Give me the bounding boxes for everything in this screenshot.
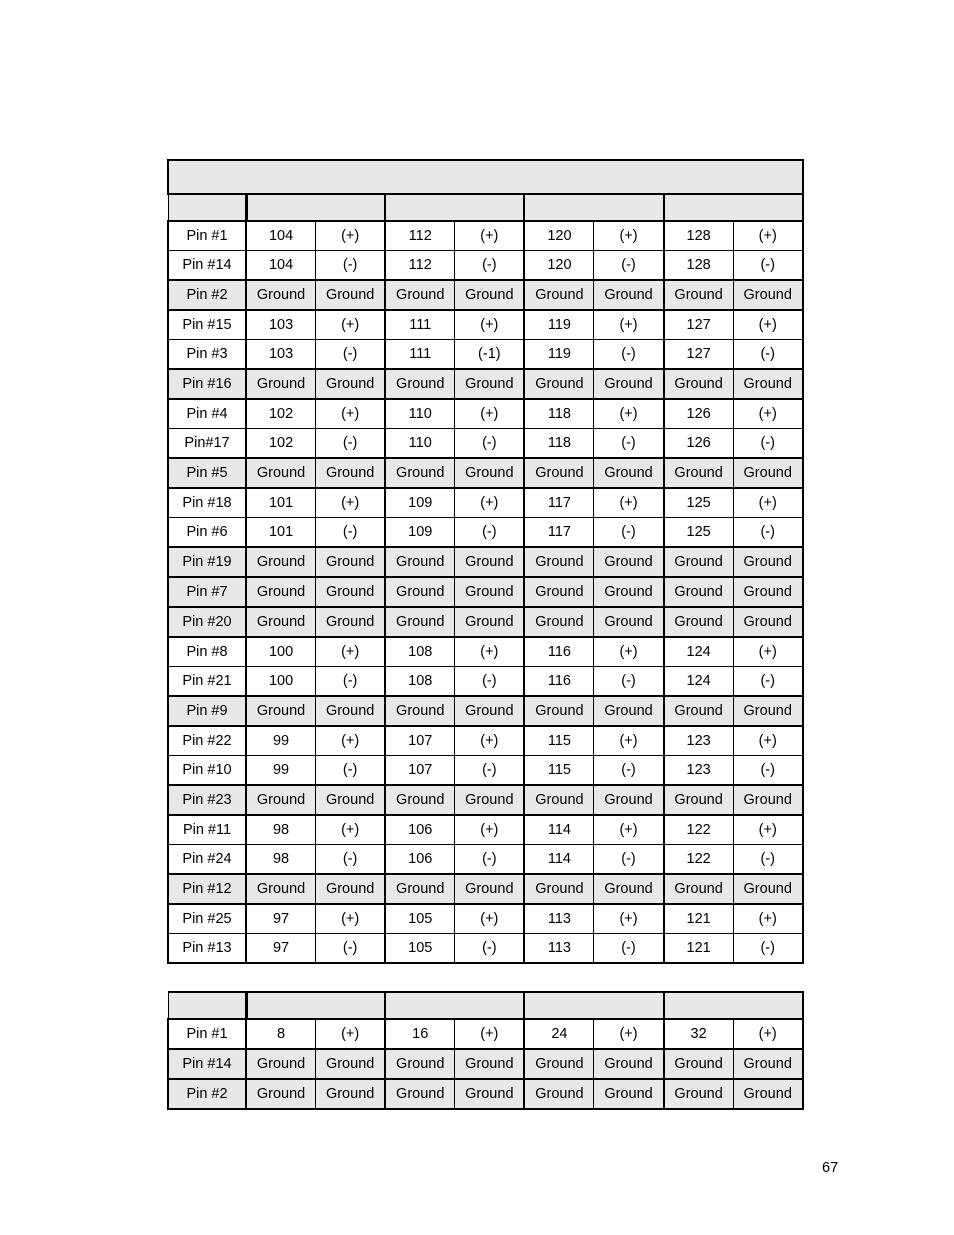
table-cell: (+)	[733, 815, 803, 845]
table-cell: (-)	[594, 667, 664, 697]
table-cell: 107	[385, 756, 455, 786]
table-cell: 124	[664, 637, 734, 667]
table-cell: (+)	[316, 221, 386, 251]
table-row	[168, 845, 803, 875]
pin-label-cell: Pin #4	[168, 399, 246, 429]
header-cell-pin	[168, 992, 246, 1019]
table-row	[168, 1019, 803, 1049]
table-cell: (+)	[316, 399, 386, 429]
header-cell-group-3	[524, 992, 663, 1019]
table-cell: Ground	[733, 696, 803, 726]
table-cell: (+)	[455, 726, 525, 756]
table-cell: Ground	[385, 547, 455, 577]
table-cell: (-)	[316, 934, 386, 964]
pin-label-cell: Pin #19	[168, 547, 246, 577]
table-cell: (-1)	[455, 340, 525, 370]
table-cell: 125	[664, 518, 734, 548]
pin-label-cell: Pin #5	[168, 458, 246, 488]
table-cell: Ground	[316, 874, 386, 904]
pin-label-cell: Pin #18	[168, 488, 246, 518]
table-cell: 123	[664, 726, 734, 756]
table-cell: (+)	[316, 637, 386, 667]
table-cell: (+)	[316, 904, 386, 934]
table-cell: 125	[664, 488, 734, 518]
table-cell: Ground	[316, 280, 386, 310]
table-cell: (+)	[594, 399, 664, 429]
table-cell: (+)	[455, 488, 525, 518]
table-cell: 112	[385, 221, 455, 251]
table-cell: (-)	[455, 429, 525, 459]
table-row	[168, 726, 803, 756]
table-cell: (+)	[733, 904, 803, 934]
table-row	[168, 518, 803, 548]
table-cell: (+)	[594, 637, 664, 667]
table-cell: Ground	[594, 874, 664, 904]
table-cell: Ground	[246, 577, 316, 607]
table-cell: 101	[246, 518, 316, 548]
table-cell: Ground	[455, 547, 525, 577]
table-cell: Ground	[385, 280, 455, 310]
table-row	[168, 934, 803, 964]
table-cell: Ground	[385, 577, 455, 607]
table-cell: 109	[385, 488, 455, 518]
table-row	[168, 904, 803, 934]
table-cell: (-)	[455, 518, 525, 548]
table-cell: Ground	[455, 458, 525, 488]
table-cell: 110	[385, 429, 455, 459]
table-cell: Ground	[455, 696, 525, 726]
table-cell: 118	[524, 429, 594, 459]
pin-label-cell: Pin #7	[168, 577, 246, 607]
table-cell: (-)	[733, 251, 803, 281]
header-cell-group-1	[246, 194, 385, 221]
table-cell: Ground	[385, 785, 455, 815]
table-cell: Ground	[455, 607, 525, 637]
table-row	[168, 696, 803, 726]
table-row	[168, 369, 803, 399]
table-cell: 105	[385, 904, 455, 934]
table-cell: (+)	[594, 815, 664, 845]
table-row	[168, 815, 803, 845]
table-cell: 114	[524, 815, 594, 845]
table-cell: (-)	[733, 667, 803, 697]
table-cell: (-)	[316, 756, 386, 786]
header-cell-group-4	[664, 992, 803, 1019]
table-cell: 116	[524, 637, 594, 667]
pin-assignment-table-1	[167, 159, 804, 964]
pin-label-cell: Pin #6	[168, 518, 246, 548]
table-cell: Ground	[246, 785, 316, 815]
table-cell: Ground	[594, 1049, 664, 1079]
table-row	[168, 251, 803, 281]
table-cell: 104	[246, 251, 316, 281]
table-cell: 111	[385, 340, 455, 370]
table-cell: Ground	[385, 369, 455, 399]
table-cell: Ground	[455, 785, 525, 815]
table-cell: Ground	[246, 1049, 316, 1079]
table-cell: 32	[664, 1019, 734, 1049]
table-cell: Ground	[385, 696, 455, 726]
table-cell: (+)	[455, 815, 525, 845]
table-cell: 126	[664, 429, 734, 459]
table-cell: (-)	[594, 251, 664, 281]
pin-assignment-table-2	[167, 991, 804, 1110]
table-row	[168, 577, 803, 607]
table-cell: (-)	[594, 518, 664, 548]
pin-label-cell: Pin#17	[168, 429, 246, 459]
table-cell: (-)	[733, 518, 803, 548]
table-cell: 119	[524, 340, 594, 370]
table-cell: 100	[246, 637, 316, 667]
table-cell: Ground	[664, 577, 734, 607]
table-cell: Ground	[664, 280, 734, 310]
table-cell: (+)	[316, 1019, 386, 1049]
pin-label-cell: Pin #20	[168, 607, 246, 637]
table-cell: 109	[385, 518, 455, 548]
table-cell: Ground	[385, 874, 455, 904]
table-cell: Ground	[733, 785, 803, 815]
table-cell: 104	[246, 221, 316, 251]
pin-label-cell: Pin #25	[168, 904, 246, 934]
table-cell: Ground	[733, 547, 803, 577]
table-cell: 106	[385, 815, 455, 845]
table-cell: 111	[385, 310, 455, 340]
table-cell: (-)	[733, 934, 803, 964]
table-cell: Ground	[455, 577, 525, 607]
table-cell: Ground	[664, 607, 734, 637]
table-row	[168, 547, 803, 577]
table-cell: (+)	[455, 310, 525, 340]
table-cell: Ground	[664, 547, 734, 577]
table-cell: (-)	[316, 251, 386, 281]
table-cell: 118	[524, 399, 594, 429]
table-cell: (-)	[733, 845, 803, 875]
table-cell: (+)	[733, 637, 803, 667]
table-row	[168, 310, 803, 340]
pin-label-cell: Pin #22	[168, 726, 246, 756]
table-cell: Ground	[455, 369, 525, 399]
table-cell: Ground	[664, 874, 734, 904]
table-cell: (+)	[594, 1019, 664, 1049]
table-cell: (+)	[594, 904, 664, 934]
table-cell: Ground	[594, 785, 664, 815]
table-cell: (-)	[733, 340, 803, 370]
table-cell: 115	[524, 756, 594, 786]
table-cell: Ground	[594, 577, 664, 607]
table-cell: (+)	[316, 726, 386, 756]
table-cell: 99	[246, 726, 316, 756]
table-cell: Ground	[316, 547, 386, 577]
table-cell: Ground	[733, 280, 803, 310]
table-cell: Ground	[455, 1079, 525, 1109]
table-cell: Ground	[594, 458, 664, 488]
table-cell: Ground	[733, 874, 803, 904]
table-cell: 102	[246, 429, 316, 459]
table-row	[168, 429, 803, 459]
table-cell: (+)	[594, 310, 664, 340]
table-cell: Ground	[316, 369, 386, 399]
table-cell: Ground	[246, 696, 316, 726]
table-cell: 113	[524, 904, 594, 934]
table-cell: (+)	[733, 488, 803, 518]
table-cell: Ground	[385, 458, 455, 488]
table-title-cell	[168, 160, 803, 194]
table-cell: Ground	[524, 696, 594, 726]
table-cell: 128	[664, 251, 734, 281]
table-cell: (-)	[594, 934, 664, 964]
table-row	[168, 637, 803, 667]
table-cell: 108	[385, 637, 455, 667]
table-cell: Ground	[455, 280, 525, 310]
table-cell: 16	[385, 1019, 455, 1049]
header-cell-group-1	[246, 992, 385, 1019]
pin-label-cell: Pin #14	[168, 251, 246, 281]
table-cell: (-)	[316, 518, 386, 548]
table-cell: Ground	[594, 1079, 664, 1109]
table-header-row	[168, 194, 803, 221]
table-cell: Ground	[594, 369, 664, 399]
pin-label-cell: Pin #1	[168, 1019, 246, 1049]
table-cell: Ground	[524, 874, 594, 904]
table-cell: 120	[524, 251, 594, 281]
header-cell-group-3	[524, 194, 663, 221]
table-cell: 98	[246, 815, 316, 845]
table-cell: Ground	[733, 607, 803, 637]
pin-label-cell: Pin #15	[168, 310, 246, 340]
table-cell: (-)	[455, 667, 525, 697]
pin-label-cell: Pin #8	[168, 637, 246, 667]
table-cell: 98	[246, 845, 316, 875]
table-cell: 127	[664, 340, 734, 370]
table-cell: Ground	[316, 458, 386, 488]
table-cell: Ground	[316, 1049, 386, 1079]
table-cell: (+)	[316, 815, 386, 845]
pin-label-cell: Pin #12	[168, 874, 246, 904]
table-title-row	[168, 160, 803, 194]
pin-label-cell: Pin #2	[168, 1079, 246, 1109]
table-cell: (-)	[316, 845, 386, 875]
table-cell: Ground	[524, 1079, 594, 1109]
table-cell: Ground	[594, 696, 664, 726]
table-cell: 107	[385, 726, 455, 756]
table-cell: 106	[385, 845, 455, 875]
table-cell: Ground	[664, 1049, 734, 1079]
table-cell: 105	[385, 934, 455, 964]
table-row	[168, 340, 803, 370]
pin-label-cell: Pin #3	[168, 340, 246, 370]
table-cell: 124	[664, 667, 734, 697]
table-cell: (-)	[316, 667, 386, 697]
table-row	[168, 1079, 803, 1109]
table-cell: (+)	[455, 904, 525, 934]
table-row	[168, 399, 803, 429]
table-cell: Ground	[246, 874, 316, 904]
table-cell: 101	[246, 488, 316, 518]
table-cell: 119	[524, 310, 594, 340]
table-cell: Ground	[385, 1079, 455, 1109]
table-cell: 116	[524, 667, 594, 697]
table-cell: 117	[524, 518, 594, 548]
pin-label-cell: Pin #1	[168, 221, 246, 251]
table-cell: Ground	[664, 696, 734, 726]
table-cell: Ground	[664, 1079, 734, 1109]
table-cell: Ground	[524, 607, 594, 637]
table-row	[168, 1049, 803, 1079]
table-cell: Ground	[733, 369, 803, 399]
table-cell: 24	[524, 1019, 594, 1049]
table-cell: Ground	[316, 577, 386, 607]
table-cell: (+)	[733, 221, 803, 251]
table-cell: (+)	[594, 488, 664, 518]
table-cell: Ground	[524, 577, 594, 607]
table-cell: 121	[664, 904, 734, 934]
table-cell: 103	[246, 310, 316, 340]
table-cell: Ground	[524, 785, 594, 815]
table-cell: Ground	[664, 369, 734, 399]
table-cell: (+)	[733, 1019, 803, 1049]
table-row	[168, 221, 803, 251]
table-cell: 8	[246, 1019, 316, 1049]
table-cell: 113	[524, 934, 594, 964]
table-cell: 103	[246, 340, 316, 370]
table-cell: Ground	[246, 458, 316, 488]
table-cell: 112	[385, 251, 455, 281]
table-cell: 120	[524, 221, 594, 251]
table-cell: 126	[664, 399, 734, 429]
table-cell: Ground	[733, 1079, 803, 1109]
header-cell-group-4	[664, 194, 803, 221]
pin-label-cell: Pin #14	[168, 1049, 246, 1079]
table-cell: Ground	[246, 1079, 316, 1109]
table-cell: 108	[385, 667, 455, 697]
table-cell: 99	[246, 756, 316, 786]
table-cell: 128	[664, 221, 734, 251]
table-cell: (-)	[455, 251, 525, 281]
table-cell: 114	[524, 845, 594, 875]
table-cell: (-)	[455, 845, 525, 875]
table-body	[168, 221, 803, 963]
table-cell: (+)	[455, 1019, 525, 1049]
table-cell: 123	[664, 756, 734, 786]
table-cell: Ground	[524, 458, 594, 488]
table-cell: Ground	[524, 547, 594, 577]
table-cell: Ground	[246, 607, 316, 637]
table-cell: Ground	[524, 1049, 594, 1079]
table-cell: Ground	[246, 547, 316, 577]
table-cell: 122	[664, 845, 734, 875]
table-cell: 100	[246, 667, 316, 697]
table-cell: Ground	[733, 458, 803, 488]
table-header-row	[168, 992, 803, 1019]
table-cell: (+)	[594, 221, 664, 251]
table-cell: Ground	[316, 1079, 386, 1109]
table-cell: (-)	[455, 756, 525, 786]
table-cell: 121	[664, 934, 734, 964]
table-cell: 127	[664, 310, 734, 340]
table-cell: 102	[246, 399, 316, 429]
table-cell: 115	[524, 726, 594, 756]
pin-label-cell: Pin #9	[168, 696, 246, 726]
table-cell: (-)	[733, 429, 803, 459]
table-cell: Ground	[524, 280, 594, 310]
table-cell: (+)	[455, 221, 525, 251]
header-cell-group-2	[385, 194, 524, 221]
table-cell: (-)	[455, 934, 525, 964]
table-cell: (+)	[455, 637, 525, 667]
table-cell: Ground	[524, 369, 594, 399]
pin-label-cell: Pin #23	[168, 785, 246, 815]
header-cell-pin	[168, 194, 246, 221]
pin-label-cell: Pin #13	[168, 934, 246, 964]
table-cell: (-)	[316, 429, 386, 459]
table-cell: Ground	[733, 1049, 803, 1079]
table-cell: Ground	[316, 785, 386, 815]
table-cell: Ground	[594, 607, 664, 637]
table-cell: (-)	[594, 756, 664, 786]
pin-label-cell: Pin #10	[168, 756, 246, 786]
table-cell: (+)	[594, 726, 664, 756]
table-cell: (+)	[455, 399, 525, 429]
table-cell: Ground	[385, 607, 455, 637]
table-cell: (-)	[594, 845, 664, 875]
table-cell: Ground	[246, 369, 316, 399]
table-cell: Ground	[316, 607, 386, 637]
table-cell: 97	[246, 904, 316, 934]
table-cell: Ground	[455, 1049, 525, 1079]
pin-label-cell: Pin #2	[168, 280, 246, 310]
table-row	[168, 785, 803, 815]
table-row	[168, 458, 803, 488]
table-cell: Ground	[733, 577, 803, 607]
table-cell: Ground	[316, 696, 386, 726]
header-cell-group-2	[385, 992, 524, 1019]
table-row	[168, 667, 803, 697]
table-cell: 122	[664, 815, 734, 845]
table-cell: Ground	[455, 874, 525, 904]
table-row	[168, 488, 803, 518]
table-body	[168, 1019, 803, 1109]
table-row	[168, 607, 803, 637]
table-cell: (+)	[316, 310, 386, 340]
table-cell: Ground	[385, 1049, 455, 1079]
pin-label-cell: Pin #16	[168, 369, 246, 399]
table-cell: (-)	[594, 429, 664, 459]
table-cell: (+)	[733, 399, 803, 429]
table-row	[168, 874, 803, 904]
pin-label-cell: Pin #11	[168, 815, 246, 845]
table-cell: 110	[385, 399, 455, 429]
table-row	[168, 280, 803, 310]
table-cell: Ground	[664, 785, 734, 815]
table-cell: Ground	[594, 547, 664, 577]
table-cell: Ground	[246, 280, 316, 310]
table-cell: 97	[246, 934, 316, 964]
page-number: 67	[822, 1160, 839, 1176]
pin-label-cell: Pin #24	[168, 845, 246, 875]
table-row	[168, 756, 803, 786]
pin-label-cell: Pin #21	[168, 667, 246, 697]
table-cell: Ground	[664, 458, 734, 488]
table-cell: (-)	[594, 340, 664, 370]
table-cell: (-)	[316, 340, 386, 370]
table-cell: (+)	[733, 726, 803, 756]
table-cell: (+)	[733, 310, 803, 340]
table-cell: Ground	[594, 280, 664, 310]
table-cell: (-)	[733, 756, 803, 786]
table-cell: 117	[524, 488, 594, 518]
table-cell: (+)	[316, 488, 386, 518]
